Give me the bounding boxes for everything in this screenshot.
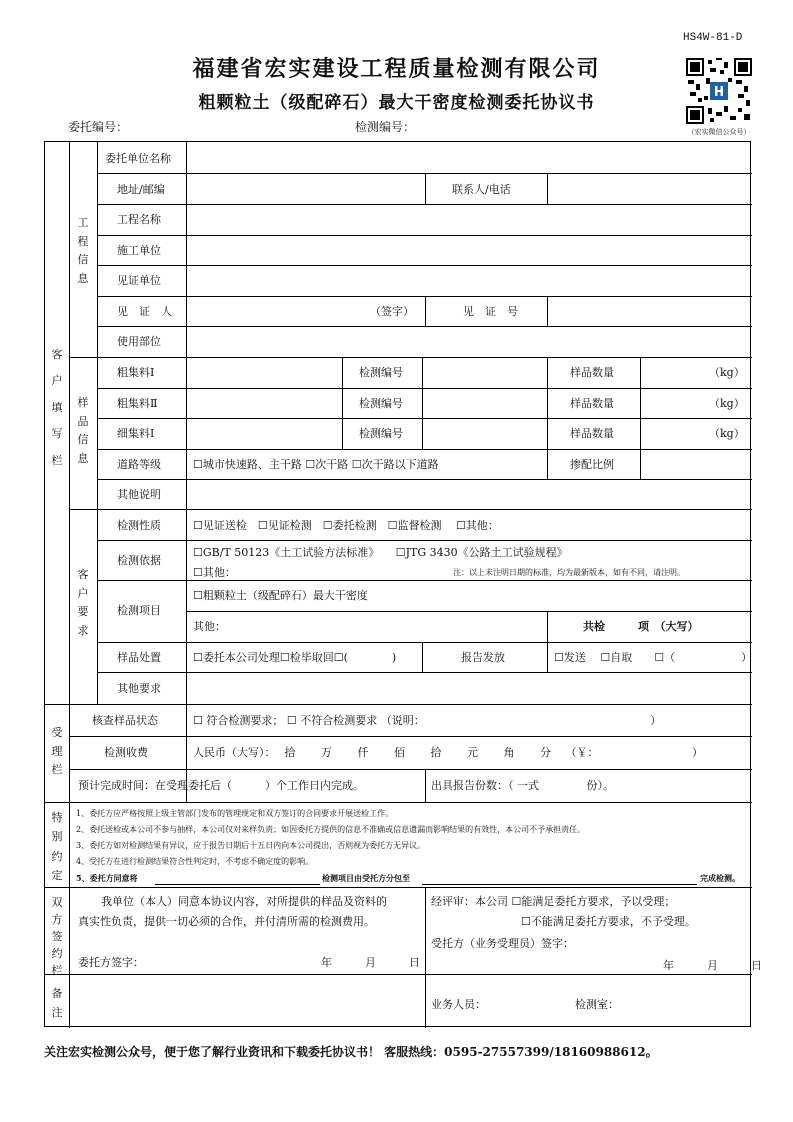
- test-item-option[interactable]: ☐粗颗粒土（级配碎石）最大干密度: [193, 589, 368, 602]
- estimated-completion: 预计完成时间：在受理委托后（ ）个工作日内完成。: [78, 779, 364, 792]
- test-fee-amount: 人民币（大写）： 拾 万 仟 佰 拾 元 角 分 （￥： ）: [193, 746, 703, 759]
- review-reject-option[interactable]: ☐不能满足委托方要求，不予受理。: [521, 915, 696, 928]
- test-basis-label: 检测依据: [117, 554, 161, 567]
- test-number-label: 检测编号：: [355, 120, 416, 134]
- entrust-number-label: 委托编号：: [68, 120, 129, 134]
- kg-unit: （kg）: [709, 397, 745, 410]
- company-name: 福建省宏实建设工程质量检测有限公司: [192, 56, 601, 82]
- road-grade-label: 道路等级: [117, 458, 161, 471]
- construction-unit-label: 施工单位: [117, 244, 161, 257]
- total-items-label: 共检 项 （大写）: [583, 620, 699, 633]
- other-description-label: 其他说明: [117, 488, 161, 501]
- client-section-label: 客 户 填 写 栏: [51, 348, 63, 467]
- test-fee-label: 检测收费: [104, 746, 148, 759]
- special-term-1: 1、委托方应严格按照上级主管部门发布的管理规定和双方签订的合同要求开展送检工作。: [76, 809, 394, 818]
- client-signature-label: 委托方签字：: [78, 956, 144, 969]
- special-term-2: 2、委托送检或本公司不参与抽样，本公司仅对来样负责；如因委托方提供的信息不准确或信息遗漏而影响结果的有效性，本公司不予承担责任。: [76, 825, 586, 834]
- special-term-5-start: 5、委托方同意将: [76, 873, 138, 883]
- coarse-aggregate-1-label: 粗集料Ⅰ: [117, 366, 155, 379]
- sample-test-no-label: 检测编号: [359, 427, 403, 440]
- signing-section-label: 双 方 签 约 栏: [51, 896, 63, 978]
- other-requirements-label: 其他要求: [117, 682, 161, 695]
- test-items-other: 其他：: [193, 620, 226, 633]
- client-name-label: 委托单位名称: [105, 152, 171, 165]
- receiver-signature-label: 受托方（业务受理员）签字：: [431, 937, 574, 950]
- lab-label: 检测室：: [575, 998, 619, 1011]
- usage-location-label: 使用部位: [117, 335, 161, 348]
- test-nature-label: 检测性质: [117, 519, 161, 532]
- client-requirements-label: 客 户 要 求: [77, 568, 89, 638]
- contact-label: 联系人/电话: [452, 183, 511, 196]
- remark-section-label: 备 注: [51, 987, 63, 1019]
- form-code: HS4W-81-D: [683, 32, 743, 44]
- sample-info-label: 样 品 信 息: [77, 396, 89, 466]
- sample-test-no-label: 检测编号: [359, 397, 403, 410]
- test-basis-options[interactable]: ☐GB/T 50123《土工试验方法标准》 ☐JTG 3430《公路土工试验规程》: [193, 546, 568, 559]
- coarse-aggregate-2-label: 粗集料Ⅱ: [117, 397, 158, 410]
- sample-qty-label: 样品数量: [570, 366, 614, 379]
- sample-status-check-label: 核查样品状态: [92, 714, 158, 727]
- address-label: 地址/邮编: [117, 183, 165, 196]
- witness-person-label: 见 证 人: [117, 305, 172, 318]
- test-items-label: 检测项目: [117, 604, 161, 617]
- report-delivery-options[interactable]: ☐发送 ☐自取 ☐（ ）: [554, 651, 753, 664]
- project-info-label: 工 程 信 息: [77, 216, 89, 286]
- report-delivery-label: 报告发放: [461, 651, 505, 664]
- witness-unit-label: 见证单位: [117, 274, 161, 287]
- document-title: 粗颗粒土（级配碎石）最大干密度检测委托协议书: [198, 93, 595, 113]
- agreement-form: [44, 141, 762, 1027]
- test-basis-note: 注：以上未注明日期的标准，均为最新版本，如有不同，请注明。: [453, 568, 685, 577]
- footer-notice: 关注宏实检测公众号，便于您了解行业资讯和下载委托协议书！ 客服热线：0595-27557399/18160988612。: [44, 1045, 658, 1059]
- business-staff-label: 业务人员：: [431, 998, 486, 1011]
- special-terms-label: 特 别 约 定: [51, 811, 63, 882]
- special-term-4: 4、受托方在进行检测结果符合性判定时，不考虑不确定度的影响。: [76, 857, 314, 866]
- sample-test-no-label: 检测编号: [359, 366, 403, 379]
- client-sign-date: 年 月 日: [321, 956, 420, 969]
- road-grade-options[interactable]: ☐城市快速路、主干路 ☐次干路 ☐次干路以下道路: [193, 458, 439, 471]
- sample-qty-label: 样品数量: [570, 427, 614, 440]
- test-nature-options[interactable]: ☐见证送检 ☐见证检测 ☐委托检测 ☐监督检测 ☐其他：: [193, 519, 499, 532]
- qr-caption: （宏实微信公众号）: [687, 128, 751, 136]
- sample-qty-label: 样品数量: [570, 397, 614, 410]
- receiver-sign-date: 年 月 日: [663, 959, 762, 972]
- report-copies: 出具报告份数：（ 一式 份）。: [431, 779, 614, 792]
- acceptance-section-label: 受 理 栏: [51, 726, 63, 777]
- special-term-5-middle: 检测项目由受托方分包至: [322, 873, 410, 883]
- special-term-3: 3、委托方如对检测结果有异议，应于报告日期后十五日内向本公司提出，否则视为委托方无异议。: [76, 841, 426, 850]
- signature-label: （签字）: [370, 305, 414, 318]
- witness-number-label: 见 证 号: [463, 305, 518, 318]
- fine-aggregate-1-label: 细集料Ⅰ: [117, 427, 155, 440]
- client-statement-line2: 真实性负责，提供一切必须的合作，并付清所需的检测费用。: [78, 915, 375, 928]
- sample-disposal-label: 样品处置: [117, 651, 161, 664]
- kg-unit: （kg）: [709, 427, 745, 440]
- review-accept-option[interactable]: 经评审：本公司 ☐能满足委托方要求，予以受理；: [431, 895, 676, 908]
- test-basis-other[interactable]: ☐其他：: [193, 566, 236, 579]
- mix-ratio-label: 掺配比例: [570, 458, 614, 471]
- special-term-5-end: 完成检测。: [700, 873, 740, 883]
- sample-disposal-options[interactable]: ☐委托本公司处理☐检毕取回☐( ): [193, 651, 397, 664]
- kg-unit: （kg）: [709, 366, 745, 379]
- sample-status-options[interactable]: ☐ 符合检测要求； ☐ 不符合检测要求 （说明： ）: [193, 714, 662, 727]
- client-statement-line1: 我单位（本人）同意本协议内容，对所提供的样品及资料的: [101, 895, 387, 908]
- project-name-label: 工程名称: [117, 213, 161, 226]
